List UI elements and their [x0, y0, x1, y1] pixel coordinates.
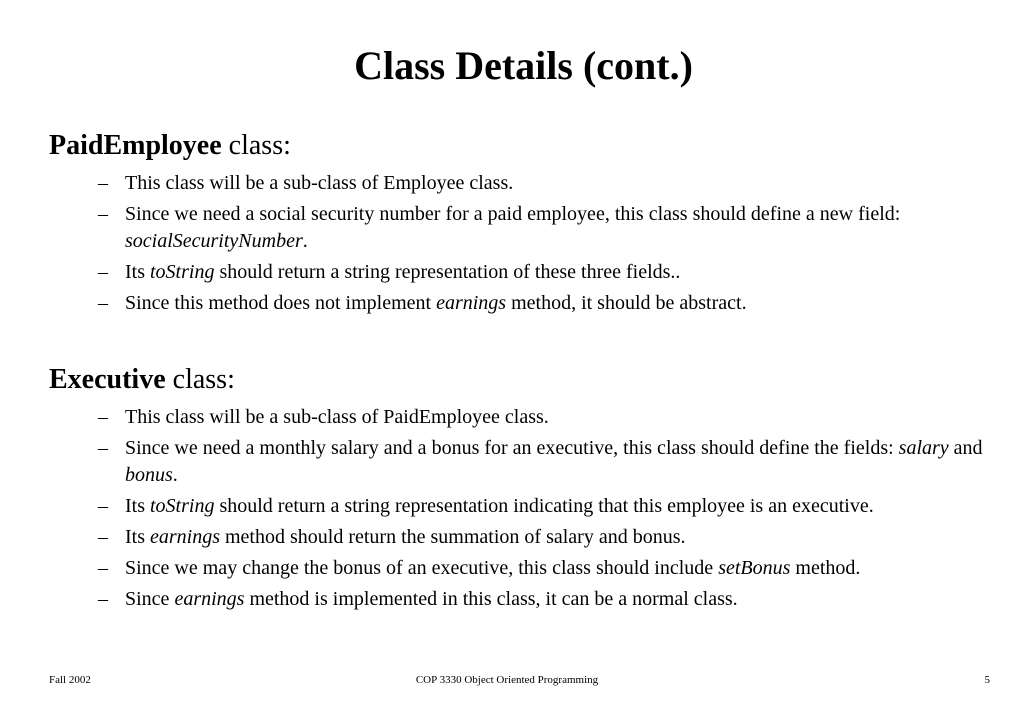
bullet-text: Since we may change the bonus of an executive, this class should include [125, 557, 719, 579]
section-executive [49, 360, 999, 617]
class-name: PaidEmployee [49, 130, 222, 161]
dash-marker: – [98, 557, 108, 579]
bullet-item [49, 586, 999, 613]
bullet-text: method should return the summation of salary and bonus. [220, 526, 686, 548]
italic-term: earnings [150, 526, 220, 548]
bullet-item [49, 201, 999, 255]
section-heading [49, 360, 999, 400]
bullet-text: Its [125, 495, 150, 517]
class-suffix: class: [221, 130, 291, 161]
bullet-text: method is implemented in this class, it can be a normal class. [244, 588, 738, 610]
dash-marker: – [98, 292, 108, 314]
footer-course: COP 3330 Object Oriented Programming [415, 674, 599, 686]
bullet-text: Since we need a social security number for a paid employee, this class should define a new field: [125, 203, 901, 225]
bullet-text: . [172, 464, 178, 486]
bullet-item [49, 493, 999, 520]
section-paidemployee [49, 126, 999, 321]
bullet-item [49, 555, 999, 582]
bullet-list [49, 170, 999, 317]
bullet-item [49, 524, 999, 551]
bullet-text: This class will be a sub-class of PaidEmployee class. [125, 406, 549, 428]
bullet-text: method. [790, 557, 861, 579]
italic-term: bonus [125, 464, 173, 486]
bullet-item [49, 435, 999, 489]
dash-marker: – [98, 261, 108, 283]
bullet-text: and [948, 437, 983, 459]
bullet-text: Since [125, 588, 175, 610]
class-suffix: class: [165, 364, 235, 395]
bullet-list [49, 404, 999, 613]
italic-term: salary [898, 437, 949, 459]
italic-term: setBonus [718, 557, 791, 579]
italic-term: earnings [436, 292, 507, 314]
bullet-text: Its [125, 261, 150, 283]
bullet-item [49, 290, 999, 317]
italic-term: toString [150, 261, 215, 283]
footer-page-number: 5 [984, 674, 990, 686]
bullet-text: method, it should be abstract. [506, 292, 747, 314]
dash-marker: – [98, 588, 108, 610]
italic-term: toString [150, 495, 215, 517]
bullet-text: Since this method does not implement [125, 292, 437, 314]
bullet-text: should return a string representation indicating that this employee is an executive. [214, 495, 874, 517]
section-heading [49, 126, 999, 166]
dash-marker: – [98, 495, 108, 517]
bullet-item [49, 170, 999, 197]
dash-marker: – [98, 406, 108, 428]
bullet-text: Its [125, 526, 150, 548]
dash-marker: – [98, 203, 108, 225]
bullet-text: . [302, 230, 308, 252]
italic-term: socialSecurityNumber [125, 230, 303, 252]
bullet-item [49, 259, 999, 286]
bullet-item [49, 404, 999, 431]
bullet-text: Since we need a monthly salary and a bonus for an executive, this class should define the fields: [125, 437, 899, 459]
bullet-text: should return a string representation of these three fields.. [214, 261, 681, 283]
dash-marker: – [98, 172, 108, 194]
slide-title: Class Details (cont.) [354, 43, 693, 88]
class-name: Executive [49, 364, 166, 395]
italic-term: earnings [174, 588, 245, 610]
footer-semester: Fall 2002 [49, 674, 91, 686]
bullet-text: This class will be a sub-class of Employee class. [125, 172, 514, 194]
dash-marker: – [98, 437, 108, 459]
dash-marker: – [98, 526, 108, 548]
